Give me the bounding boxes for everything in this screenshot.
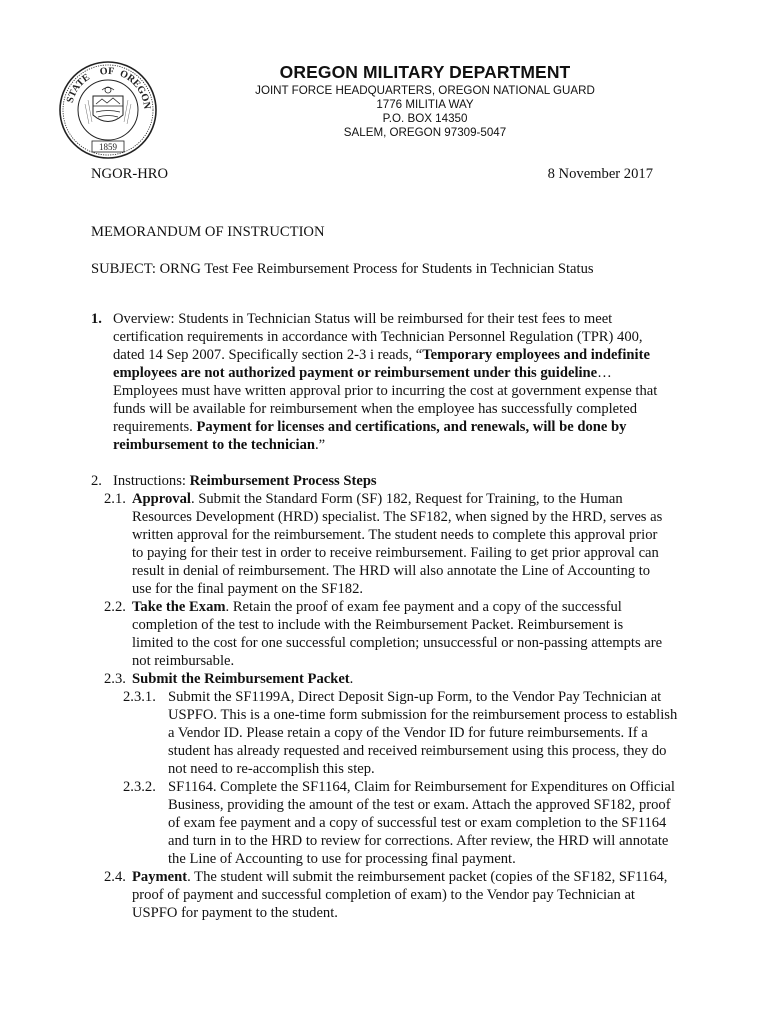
letterhead-line-1: JOINT FORCE HEADQUARTERS, OREGON NATIONAL GUARD [255, 84, 595, 97]
step-description: . The student will submit the reimbursement packet (copies of the SF182, SF1164, proof of payment and successful completion of exam) to the Vendor pay Technician at USPFO for payment to the student. [132, 869, 668, 921]
letterhead-line-4: SALEM, OREGON 97309-5047 [343, 126, 507, 139]
step-description: . [349, 671, 354, 687]
memo-date: 8 November 2017 [547, 166, 653, 182]
instructions-label: Instructions: [113, 473, 190, 489]
paragraph-number: 1. [91, 311, 102, 327]
overview-paragraph [91, 310, 691, 454]
paragraph-number: 2. [91, 473, 102, 489]
instructions-heading-bold: Reimbursement Process Steps [189, 473, 377, 489]
letterhead-line-3: P.O. BOX 14350 [382, 112, 468, 125]
svg-text:OF [99, 66, 114, 78]
step-text [132, 490, 668, 598]
substep-sf1199a [123, 688, 691, 778]
substep-sf1164 [123, 778, 691, 868]
oregon-state-seal [58, 60, 158, 160]
seal-year: 1859 [99, 142, 117, 152]
seal-of-text: OF [99, 65, 115, 78]
step-number: 2.4. [104, 869, 126, 885]
step-title: Approval [132, 491, 191, 507]
memo-type: MEMORANDUM OF INSTRUCTION [91, 224, 325, 240]
step-approval [104, 490, 691, 598]
step-number: 2.1. [104, 491, 126, 507]
overview-quote-middle: … Employees must have written approval prior to incurring the cost at government expense that funds will be available for reimbursement when the employee has successfully completed requirements. [113, 365, 658, 435]
substep-number: 2.3.2. [123, 779, 156, 795]
step-description: . Submit the Standard Form (SF) 182, Request for Training, to the Human Resources Development (HRD) specialist. The SF182, when signed by the HRD, serves as written approval for the reimbursement. The student needs to complete this approval prior to paying for their test in order to receive reimbursement. Failing to get prior approval can result in denial of reimbursement. The HRD will also annotate the Line of Accounting to use for the final payment on the SF182. [132, 491, 663, 597]
step-number: 2.2. [104, 599, 126, 615]
overview-intro: Overview: Students in Technician Status will be reimbursed for their test fees to meet certification requirements in accordance with Technician Personnel Regulation (TPR) 400, dated 14 Sep 2007. Specifically section 2-3 i reads, “ [113, 311, 643, 363]
office-symbol: NGOR-HRO [91, 166, 169, 182]
substep-number: 2.3.1. [123, 689, 156, 705]
overview-quote-bold-2: Payment for licenses and certifications, and renewals, will be done by reimbursement to the technician [113, 419, 627, 453]
instructions-paragraph [91, 472, 691, 922]
step-payment [104, 868, 691, 922]
step-title: Payment [132, 869, 188, 885]
office-date-row [91, 165, 653, 183]
step-text [132, 868, 668, 922]
memo-subject: SUBJECT: ORNG Test Fee Reimbursement Process for Students in Technician Status [91, 261, 594, 277]
overview-quote-end: .” [314, 437, 326, 453]
seal-state-text: STATE [64, 71, 93, 105]
step-text [132, 670, 668, 688]
step-submit-packet [104, 670, 691, 688]
step-text [132, 598, 668, 670]
step-description: . Retain the proof of exam fee payment and a copy of the successful completion of the test to include with the Reimbursement Packet. Reimbursement is limited to the cost for one successful completion; unsuccessful or non-passing attempts are not reimbursable. [132, 599, 663, 669]
step-title: Take the Exam [132, 599, 226, 615]
letterhead [200, 60, 650, 140]
department-title: OREGON MILITARY DEPARTMENT [279, 62, 571, 82]
seal-oregon-text: OREGON [117, 68, 153, 110]
step-number: 2.3. [104, 671, 126, 687]
instructions-heading [113, 472, 675, 490]
letterhead-line-2: 1776 MILITIA WAY [376, 98, 474, 111]
overview-text [113, 310, 675, 454]
memorandum-body [91, 165, 691, 922]
overview-quote-bold: Temporary employees and indefinite employees are not authorized payment or reimbursement under this guideline [113, 347, 650, 381]
step-title: Submit the Reimbursement Packet [132, 671, 350, 687]
step-take-exam [104, 598, 691, 670]
substep-text: SF1164. Complete the SF1164, Claim for Reimbursement for Expenditures on Official Business, providing the amount of the test or exam. Attach the approved SF182, proof of exam fee payment and a copy of successful test or exam completion to the SF1164 and turn in to the HRD to review for corrections. After review, the HRD will annotate the Line of Accounting to use for processing final payment. [168, 779, 675, 867]
substep-text: Submit the SF1199A, Direct Deposit Sign-up Form, to the Vendor Pay Technician at USPFO. This is a one-time form submission for the reimbursement process to establish a Vendor ID. Please retain a copy of the Vendor ID for future reimbursements. If a student has already requested and received reimbursement using this process, they do not need to re-accomplish this step. [168, 689, 678, 777]
